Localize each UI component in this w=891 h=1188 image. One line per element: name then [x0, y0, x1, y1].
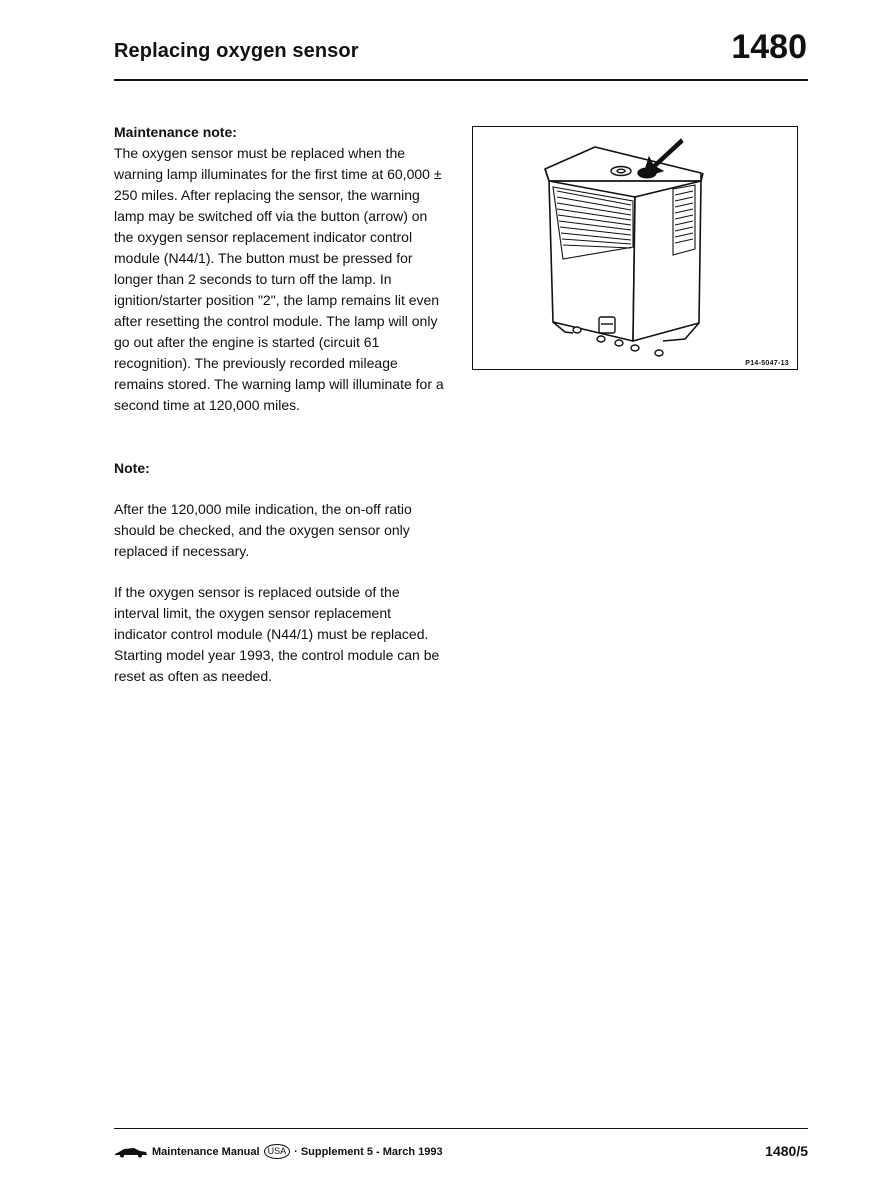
figure-code: P14-5047-13	[745, 360, 789, 367]
supplement-info: · Supplement 5 - March 1993	[294, 1145, 443, 1158]
maintenance-note-text: The oxygen sensor must be replaced when the warning lamp illuminates for the first time at 60,000 ± 250 miles. After replacing the sensor, the warning lamp may be switched off via the button (arrow) on the oxygen sensor replacement indicator control module (N44/1). The button must be pressed for longer than 2 seconds to turn off the lamp. In ignition/starter position "2", the lamp remains lit even after resetting the control module. The lamp will only go out after the engine is started (circuit 61 recognition). The previously recorded mileage remains stored. The warning lamp will illuminate for a second time at 120,000 miles.	[114, 145, 444, 413]
region-badge: USA	[264, 1144, 291, 1159]
page-number: 1480/5	[765, 1143, 808, 1159]
header-divider	[114, 79, 808, 81]
note-text-2: If the oxygen sensor is replaced outside of the interval limit, the oxygen sensor replacement indicator control module (N44/1) must be replaced.	[114, 584, 429, 642]
note-paragraph-2	[114, 582, 444, 687]
footer-divider	[114, 1128, 808, 1129]
note-heading: Note:	[114, 460, 150, 476]
note-paragraph-1	[114, 499, 444, 562]
maintenance-note	[114, 122, 444, 416]
note-text-3: Starting model year 1993, the control module can be reset as often as needed.	[114, 647, 440, 684]
footer-info	[114, 1144, 443, 1159]
note-heading-block	[114, 458, 444, 479]
note-text-1: After the 120,000 mile indication, the on-off ratio should be checked, and the oxygen sensor only replaced if necessary.	[114, 501, 412, 559]
maintenance-note-heading: Maintenance note:	[114, 124, 237, 140]
page-title: Replacing oxygen sensor	[114, 40, 359, 62]
section-number: 1480	[731, 28, 807, 66]
car-logo-icon	[114, 1146, 148, 1158]
manual-name: Maintenance Manual	[152, 1145, 260, 1158]
control-module-illustration	[473, 127, 799, 371]
control-module-figure	[472, 126, 798, 370]
